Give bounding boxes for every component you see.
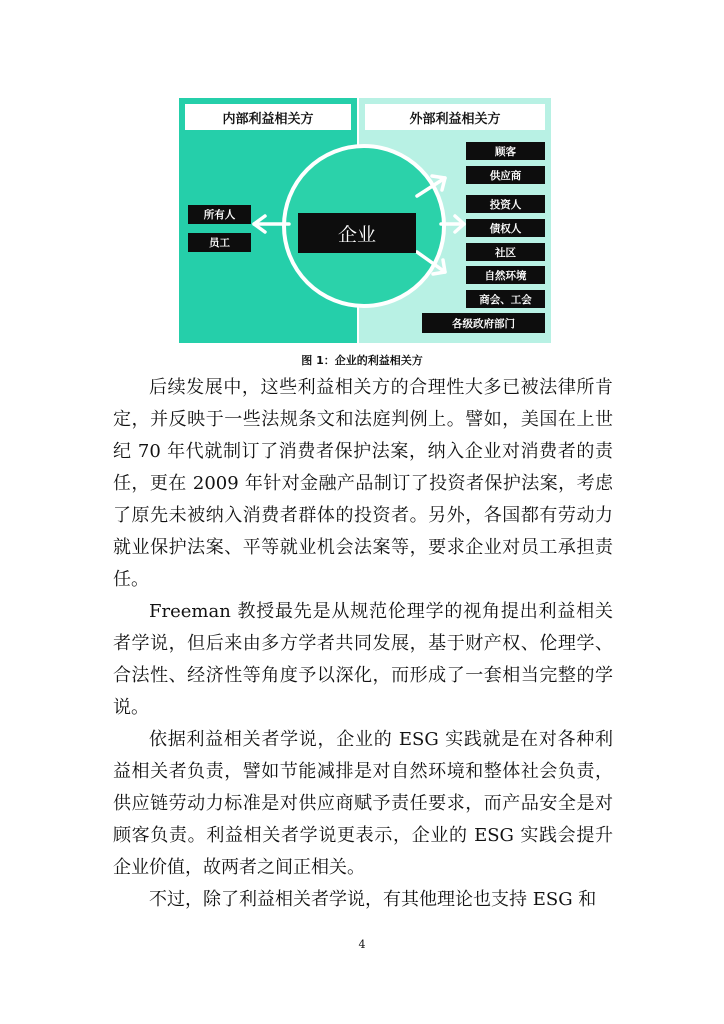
community-box: 社区 — [466, 243, 545, 261]
paragraph-3: 依据利益相关者学说，企业的 ESG 实践就是在对各种利益相关者负责，譬如节能减排是对自然环境和整体社会负责，供应链劳动力标准是对供应商赋予责任要求，而产品安全是对顾客负责。利益相关者学说更表示，企业的 ESG 实践会提升企业价值，故两者之间正相关。 — [113, 729, 613, 878]
customer-box: 顾客 — [466, 142, 545, 160]
paragraph-1: 后续发展中，这些利益相关方的合理性大多已被法律所肯定，并反映于一些法规条文和法庭判例上。譬如，美国在上世纪 70 年代就制订了消费者保护法案，纳入企业对消费者的责任，更在 2009 年针对金融产品制订了投资者保护法案，考虑了原先未被纳入消费者群体的投资者。另外，各国都有劳动力就业保护法案、平等就业机会法案等，要求企业对员工承担责任。 — [113, 377, 613, 590]
employee-box: 员工 — [188, 233, 251, 252]
investor-box: 投资人 — [466, 195, 545, 213]
stakeholder-figure — [179, 98, 551, 343]
supplier-box: 供应商 — [466, 166, 545, 184]
page-number: 4 — [358, 938, 366, 951]
enterprise-box: 企业 — [298, 213, 416, 253]
government-box: 各级政府部门 — [422, 313, 545, 333]
external-header: 外部利益相关方 — [365, 104, 545, 130]
creditor-box: 债权人 — [466, 219, 545, 237]
figure-caption: 图 1：企业的利益相关方 — [301, 354, 423, 367]
environment-box: 自然环境 — [466, 266, 545, 284]
paragraph-2: Freeman 教授最先是从规范伦理学的视角提出利益相关者学说，但后来由多方学者共同发展，基于财产权、伦理学、合法性、经济性等角度予以深化，而形成了一套相当完整的学说。 — [113, 601, 613, 718]
paragraph-4: 不过，除了利益相关者学说，有其他理论也支持 ESG 和 — [149, 889, 597, 910]
chamber-union-box: 商会、工会 — [466, 290, 545, 308]
internal-header: 内部利益相关方 — [185, 104, 351, 130]
owner-box: 所有人 — [188, 205, 251, 224]
